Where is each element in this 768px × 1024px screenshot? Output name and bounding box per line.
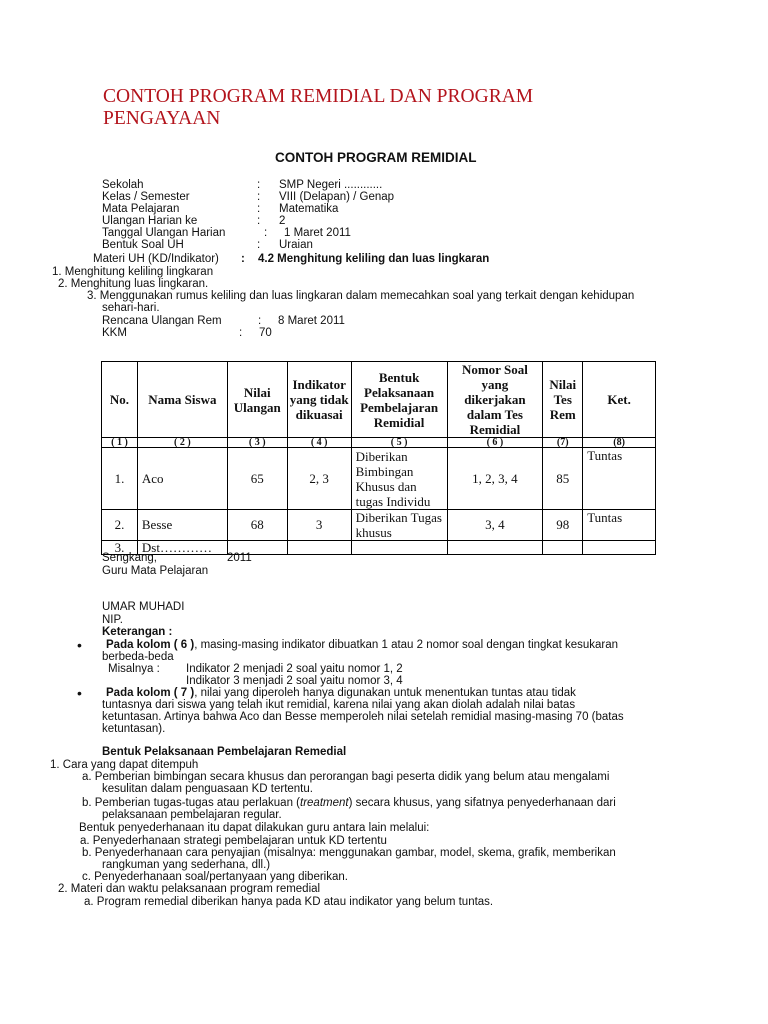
table-header-row [102,362,656,438]
cell-nilai: 65 [227,448,287,510]
sign-nip: NIP. [102,614,123,626]
col-number: (7) [543,438,583,448]
header-cell: Ket. [583,362,656,438]
col-number: ( 4 ) [287,438,351,448]
materi-label: Materi UH (KD/Indikator) [93,253,219,265]
col-number: ( 2 ) [137,438,227,448]
indikator-2: 2. Menghitung luas lingkaran. [58,278,209,290]
bullet-icon: • [77,637,82,653]
bentuk-item-1b-cont: pelaksanaan pembelajaran regular. [102,809,282,821]
cell-indikator [287,541,351,555]
rencana-value: 8 Maret 2011 [278,315,345,327]
cell-tes: 85 [543,448,583,510]
sign-place: Sengkang, [102,552,157,564]
page-title: CONTOH PROGRAM REMIDIAL DAN PROGRAM PENGAYAAN [103,86,534,129]
example-2: Indikator 3 menjadi 2 soal yaitu nomor 3, 4 [186,675,403,687]
penyederhanaan-c: c. Penyederhanaan soal/pertanyaan yang diberikan. [82,871,348,883]
header-cell: Nomor Soal yang dikerjakan dalam Tes Remidial [447,362,543,438]
col-number: ( 5 ) [351,438,447,448]
table-row [102,510,656,541]
cell-nomor: 1, 2, 3, 4 [447,448,543,510]
keterangan-7-cont: ketuntasan). [102,723,166,735]
keterangan-7-cont: ketuntasan. Artinya bahwa Aco dan Besse memperoleh nilai setelah remidial masing-masing 70 (batas [102,711,624,723]
bentuk-heading: Bentuk Pelaksanaan Pembelajaran Remedial [102,746,347,758]
header-cell: Nilai Tes Rem [543,362,583,438]
sign-name: UMAR MUHADI [102,601,185,613]
table-row [102,541,656,555]
cell-bentuk [351,541,447,555]
col-number: (8) [583,438,656,448]
keterangan-heading: Keterangan : [102,626,173,638]
header-cell: Indikator yang tidak dikuasai [287,362,351,438]
keterangan-7: Pada kolom ( 7 ), nilai yang diperoleh hanya digunakan untuk menentukan tuntas atau tidak [106,687,576,699]
header-cell: Bentuk Pelaksanaan Pembelajaran Remidial [351,362,447,438]
cell-nama: Dst………… [137,541,227,555]
header-cell: Nama Siswa [137,362,227,438]
bullet-icon: • [77,685,82,701]
misalnya-label: Misalnya : [108,663,160,675]
header-cell: Nilai Ulangan [227,362,287,438]
rencana-colon: : [258,315,262,327]
cell-indikator: 2, 3 [287,448,351,510]
cell-no: 2. [102,510,138,541]
cell-bentuk: Diberikan Tugas khusus [351,510,447,541]
bentuk-item-1: 1. Cara yang dapat ditempuh [50,759,199,771]
indikator-3-cont: sehari-hari. [102,302,160,314]
indikator-1: 1. Menghitung keliling lingkaran [52,266,214,278]
cell-nomor: 3, 4 [447,510,543,541]
table-number-row [102,438,656,448]
cell-indikator: 3 [287,510,351,541]
sign-year: 2011 [227,552,252,564]
col-number: ( 1 ) [102,438,138,448]
kkm-colon: : [239,327,243,339]
bentuk-item-2: 2. Materi dan waktu pelaksanaan program remedial [58,883,321,895]
rencana-label: Rencana Ulangan Rem [102,315,222,327]
kkm-value: 70 [259,327,272,339]
cell-tes: 98 [543,510,583,541]
col-number: ( 6 ) [447,438,543,448]
bentuk-item-1b: b. Pemberian tugas-tugas atau perlakuan (treatment) secara khusus, yang sifatnya penyederhanaan dari [82,797,616,809]
cell-nomor [447,541,543,555]
keterangan-6: Pada kolom ( 6 ), masing-masing indikator dibuatkan 1 atau 2 nomor soal dengan tingkat kesukaran [106,639,619,651]
info-block: Sekolah : SMP Negeri ............ Kelas / Semester : VIII (Delapan) / Genap Mata Pelajaran : Matematika Ulangan Harian ke : 2 Tanggal Ulangan Harian : 1 Maret 2011 Bentuk Soal UH : Uraian [102,179,395,251]
cell-ket: Tuntas [583,448,656,510]
bentuk-item-1a-cont: kesulitan dalam penguasaan KD tertentu. [102,783,313,795]
keterangan-6-cont: berbeda-beda [102,651,174,663]
cell-nilai: 68 [227,510,287,541]
materi-value: 4.2 Menghitung keliling dan luas lingkaran [258,253,490,265]
col-number: ( 3 ) [227,438,287,448]
materi-colon: : [241,253,245,265]
cell-nama: Besse [137,510,227,541]
subtitle: CONTOH PROGRAM REMIDIAL [275,150,477,165]
table-row [102,448,656,510]
cell-ket [583,541,656,555]
penyederhanaan-b-cont: rangkuman yang sederhana, dll.) [102,859,271,871]
example-1: Indikator 2 menjadi 2 soal yaitu nomor 1, 2 [186,663,403,675]
cell-tes [543,541,583,555]
cell-bentuk: Diberikan Bimbingan Khusus dan tugas Individu [351,448,447,510]
header-cell: No. [102,362,138,438]
penyederhanaan-a: a. Penyederhanaan strategi pembelajaran untuk KD tertentu [80,835,387,847]
penyederhanaan-b: b. Penyederhanaan cara penyajian (misalnya: menggunakan gambar, model, skema, grafik, memberikan [82,847,616,859]
keterangan-7-cont: tuntasnya dari siswa yang telah ikut remidial, karena nilai yang akan diolah adalah nilai batas [102,699,576,711]
bentuk-item-2a: a. Program remedial diberikan hanya pada KD atau indikator yang belum tuntas. [84,896,494,908]
sign-role: Guru Mata Pelajaran [102,565,209,577]
bentuk-item-1a: a. Pemberian bimbingan secara khusus dan perorangan bagi peserta didik yang belum atau mengalami [82,771,610,783]
indikator-3: 3. Menggunakan rumus keliling dan luas lingkaran dalam memecahkan soal yang terkait dengan kehidupan [87,290,635,302]
remidial-table [101,361,656,555]
kkm-label: KKM [102,327,127,339]
cell-nama: Aco [137,448,227,510]
penyederhanaan-intro: Bentuk penyederhanaan itu dapat dilakukan guru antara lain melalui: [79,822,430,834]
cell-ket: Tuntas [583,510,656,541]
cell-no: 1. [102,448,138,510]
cell-no: 3. [102,541,138,555]
